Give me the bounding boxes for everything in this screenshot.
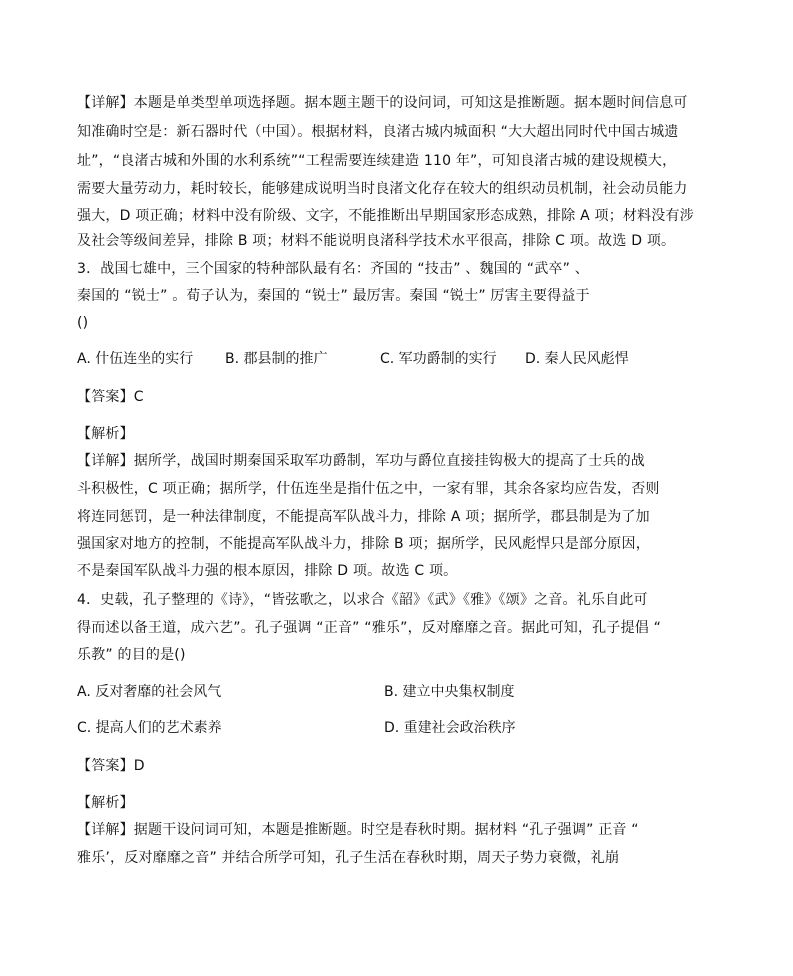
q2-detail-line: 址”，“良渚古城和外围的水利系统”“工程需要连续建造 110 年”，可知良渚古城的建设规模大，: [77, 153, 677, 169]
q2-detail-line: 及社会等级间差异，排除 B 项；材料不能说明良渚科学技术水平很高，排除 C 项。故选 D 项。: [77, 233, 676, 249]
q3-option-c: C. 军功爵制的实行: [380, 351, 497, 367]
q4-detail-line: 雅乐’，反对靡靡之音” 并结合所学可知，孔子生活在春秋时期，周天子势力衰微，礼崩: [77, 850, 620, 866]
q4-stem-line: 乐教” 的目的是(): [77, 647, 186, 663]
q3-stem-line: 3．战国七雄中，三个国家的特种部队最有名：齐国的 “技击” 、魏国的 “武卒” 、: [77, 261, 589, 277]
q3-detail-line: 强国家对地方的控制，不能提高军队战斗力，排除 B 项；据所学，民风彪悍只是部分原因，: [77, 536, 650, 552]
q4-stem-line: 得而述以备王道，成六艺”。孔子强调 “正音” “雅乐”，反对靡靡之音。据此可知，孔子提倡 “: [77, 620, 662, 636]
q4-stem-line: 4．史载，孔子整理的《诗》，“皆弦歌之，以求合《韶》《武》《雅》《颂》之音。礼乐自此可: [77, 592, 648, 608]
q3-detail-line: 不是秦国军队战斗力强的根本原因，排除 D 项。故选 C 项。: [77, 563, 458, 579]
q3-option-a: A. 什伍连坐的实行: [77, 351, 194, 367]
q3-option-b: B. 郡县制的推广: [225, 351, 328, 367]
q4-option-d: D. 重建社会政治秩序: [384, 720, 516, 736]
q3-detail-line: 【详解】据所学，战国时期秦国采取军功爵制，军功与爵位直接挂钩极大的提高了士兵的战: [77, 453, 645, 469]
q3-detail-line: 将连同惩罚，是一种法律制度，不能提高军队战斗力，排除 A 项；据所学，郡县制是为了加: [77, 509, 650, 525]
q4-option-c: C. 提高人们的艺术素养: [77, 720, 222, 736]
q4-option-a: A. 反对奢靡的社会风气: [77, 684, 222, 700]
q2-detail-line: 知准确时空是：新石器时代（中国）。根据材料，良渚古城内城面积 “大大超出同时代中国古城遗: [77, 124, 679, 140]
q2-detail-line: 强大，D 项正确；材料中没有阶级、文字，不能推断出早期国家形态成熟，排除 A 项；材料没有涉: [77, 208, 694, 224]
q2-detail-line: 需要大量劳动力，耗时较长，能够建成说明当时良渚文化存在较大的组织动员机制，社会动员能力: [77, 181, 688, 197]
q3-stem-line: 秦国的 “锐士” 。荀子认为，秦国的 “锐士” 最厉害。秦国 “锐士” 厉害主要得益于: [77, 288, 590, 304]
q3-option-d: D. 秦人民风彪悍: [525, 351, 629, 367]
q3-stem-line: (): [77, 315, 89, 331]
q3-answer: 【答案】C: [77, 389, 144, 405]
q4-detail-line: 【详解】据题干设问词可知，本题是推断题。时空是春秋时期。据材料 “孔子强调” 正音 “: [77, 822, 639, 838]
q4-option-b: B. 建立中央集权制度: [384, 684, 515, 700]
q4-analysis-label: 【解析】: [77, 795, 134, 811]
q4-answer: 【答案】D: [77, 758, 145, 774]
q2-detail-line: 【详解】本题是单类型单项选择题。据本题主题干的设问词，可知这是推断题。据本题时间信息可: [77, 95, 688, 111]
q3-analysis-label: 【解析】: [77, 426, 134, 442]
q3-detail-line: 斗积极性，C 项正确；据所学，什伍连坐是指什伍之中，一家有罪，其余各家均应告发，否则: [77, 481, 660, 497]
